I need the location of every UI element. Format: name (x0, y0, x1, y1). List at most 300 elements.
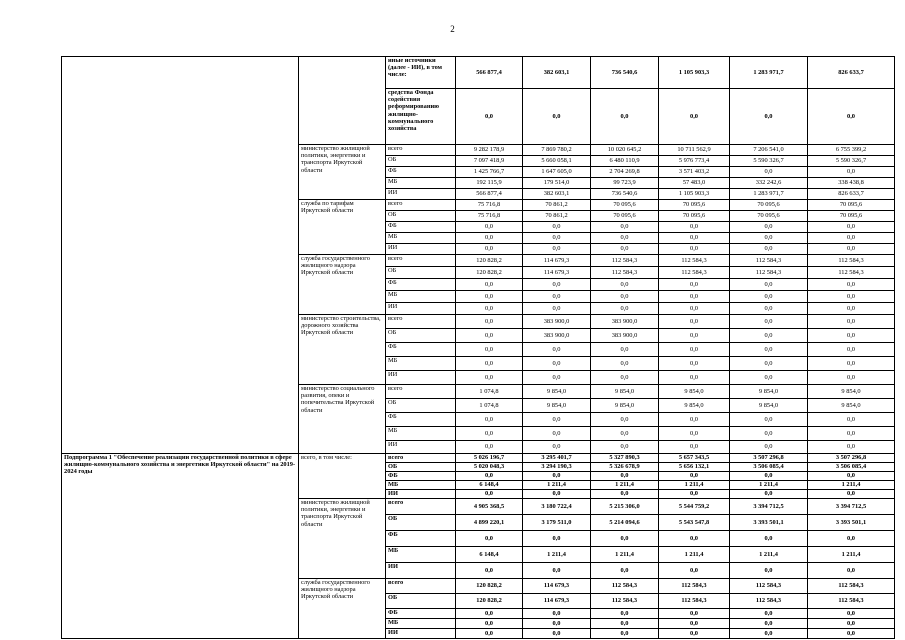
program-cell: Подпрограмма 1 "Обеспечение реализации государственной политики в сфере жилищно-коммунального хозяйства и энергетики Иркутской области" на 2019-2024 годы (62, 454, 299, 639)
value-cell: 0,0 (523, 303, 591, 315)
value-cell: 9 854,0 (808, 385, 895, 399)
value-cell: 1 647 605,0 (523, 167, 591, 178)
value-cell: 0,0 (591, 303, 659, 315)
value-cell: 0,0 (591, 413, 659, 427)
funding-source-cell: МБ (386, 427, 456, 441)
value-cell: 112 584,3 (808, 579, 895, 594)
value-cell: 0,0 (591, 609, 659, 619)
executor-cell: министерство социального развития, опеки и попечительства Иркутской области (299, 385, 386, 454)
value-cell: 0,0 (456, 357, 523, 371)
value-cell: 4 905 368,5 (456, 499, 523, 515)
value-cell: 3 506 085,4 (808, 463, 895, 472)
value-cell: 0,0 (730, 441, 808, 454)
value-cell: 0,0 (659, 441, 730, 454)
value-cell: 0,0 (591, 531, 659, 547)
value-cell: 383 900,0 (523, 315, 591, 329)
value-cell: 0,0 (456, 343, 523, 357)
value-cell: 1 211,4 (591, 481, 659, 490)
value-cell: 9 854,0 (523, 399, 591, 413)
executor-cell: всего, в том числе: (299, 454, 386, 499)
value-cell: 10 711 562,9 (659, 145, 730, 156)
value-cell: 112 584,3 (659, 579, 730, 594)
value-cell: 0,0 (808, 329, 895, 343)
value-cell: 0,0 (659, 329, 730, 343)
value-cell: 0,0 (659, 413, 730, 427)
value-cell: 112 584,3 (659, 267, 730, 279)
executor-cell: министерство строительства, дорожного хозяйства Иркутской области (299, 315, 386, 385)
value-cell: 0,0 (808, 89, 895, 145)
value-cell: 120 828,2 (456, 255, 523, 267)
executor-cell: служба по тарифам Иркутской области (299, 200, 386, 255)
value-cell: 0,0 (591, 441, 659, 454)
value-cell: 0,0 (456, 291, 523, 303)
value-cell: 0,0 (591, 222, 659, 233)
value-cell: 6 480 110,9 (591, 156, 659, 167)
value-cell: 0,0 (808, 291, 895, 303)
funding-source-cell: всего (386, 145, 456, 156)
value-cell: 120 828,2 (456, 594, 523, 609)
value-cell: 0,0 (730, 233, 808, 244)
value-cell: 1 211,4 (523, 547, 591, 563)
funding-source-cell: ИИ (386, 490, 456, 499)
funding-source-cell: ИИ (386, 303, 456, 315)
value-cell: 1 074,8 (456, 399, 523, 413)
value-cell: 6 148,4 (456, 547, 523, 563)
value-cell: 0,0 (523, 343, 591, 357)
value-cell: 0,0 (523, 279, 591, 291)
value-cell: 5 656 132,1 (659, 463, 730, 472)
value-cell: 1 211,4 (808, 481, 895, 490)
value-cell: 566 877,4 (456, 189, 523, 200)
value-cell: 0,0 (523, 357, 591, 371)
value-cell: 7 097 418,9 (456, 156, 523, 167)
value-cell: 57 483,0 (659, 178, 730, 189)
value-cell: 0,0 (730, 619, 808, 629)
value-cell: 0,0 (730, 357, 808, 371)
value-cell: 6 755 399,2 (808, 145, 895, 156)
value-cell: 5 326 678,9 (591, 463, 659, 472)
funding-source-cell: всего (386, 454, 456, 463)
value-cell: 0,0 (523, 413, 591, 427)
value-cell: 1 105 903,3 (659, 189, 730, 200)
value-cell: 1 074,8 (456, 385, 523, 399)
value-cell: 0,0 (456, 531, 523, 547)
program-cell (62, 57, 299, 454)
value-cell: 5 026 196,7 (456, 454, 523, 463)
value-cell: 0,0 (591, 244, 659, 255)
value-cell: 0,0 (659, 531, 730, 547)
value-cell: 0,0 (591, 89, 659, 145)
value-cell: 0,0 (456, 441, 523, 454)
value-cell: 114 679,3 (523, 579, 591, 594)
value-cell: 9 854,0 (808, 399, 895, 413)
value-cell: 192 115,9 (456, 178, 523, 189)
value-cell: 566 877,4 (456, 57, 523, 89)
value-cell: 0,0 (591, 371, 659, 385)
value-cell: 3 393 501,1 (808, 515, 895, 531)
value-cell: 0,0 (591, 291, 659, 303)
funding-source-cell: всего (386, 499, 456, 515)
value-cell: 1 211,4 (808, 547, 895, 563)
value-cell: 5 660 058,1 (523, 156, 591, 167)
funding-source-cell: средства Фонда содействия реформированию жилищно-коммунального хозяйства (386, 89, 456, 145)
funding-source-cell: ОБ (386, 463, 456, 472)
value-cell: 0,0 (659, 371, 730, 385)
value-cell: 0,0 (523, 490, 591, 499)
value-cell: 0,0 (808, 427, 895, 441)
value-cell: 0,0 (730, 315, 808, 329)
value-cell: 0,0 (659, 629, 730, 639)
value-cell: 0,0 (591, 343, 659, 357)
value-cell: 0,0 (808, 279, 895, 291)
value-cell: 112 584,3 (591, 267, 659, 279)
value-cell: 70 095,6 (591, 211, 659, 222)
value-cell: 0,0 (523, 563, 591, 579)
value-cell: 0,0 (730, 343, 808, 357)
value-cell: 1 211,4 (591, 547, 659, 563)
value-cell: 0,0 (456, 371, 523, 385)
funding-source-cell: МБ (386, 619, 456, 629)
value-cell: 0,0 (591, 233, 659, 244)
value-cell: 0,0 (730, 279, 808, 291)
value-cell: 0,0 (456, 222, 523, 233)
value-cell: 0,0 (456, 563, 523, 579)
value-cell: 112 584,3 (591, 594, 659, 609)
value-cell: 3 294 190,3 (523, 463, 591, 472)
value-cell: 0,0 (808, 472, 895, 481)
value-cell: 5 327 890,3 (591, 454, 659, 463)
value-cell: 0,0 (730, 329, 808, 343)
value-cell: 70 861,2 (523, 211, 591, 222)
value-cell: 0,0 (730, 303, 808, 315)
value-cell: 0,0 (456, 427, 523, 441)
value-cell: 10 020 645,2 (591, 145, 659, 156)
funding-source-cell: ИИ (386, 189, 456, 200)
funding-source-cell: ИИ (386, 244, 456, 255)
value-cell: 0,0 (730, 413, 808, 427)
value-cell: 112 584,3 (808, 255, 895, 267)
value-cell: 2 704 269,8 (591, 167, 659, 178)
value-cell: 338 438,8 (808, 178, 895, 189)
value-cell: 382 603,1 (523, 189, 591, 200)
value-cell: 0,0 (523, 89, 591, 145)
value-cell: 5 215 306,0 (591, 499, 659, 515)
funding-source-cell: ФБ (386, 472, 456, 481)
funding-source-cell: ОБ (386, 211, 456, 222)
funding-source-cell: МБ (386, 481, 456, 490)
value-cell: 0,0 (659, 222, 730, 233)
value-cell: 826 633,7 (808, 57, 895, 89)
funding-source-cell: всего (386, 385, 456, 399)
value-cell: 0,0 (659, 244, 730, 255)
value-cell: 0,0 (808, 244, 895, 255)
value-cell: 5 544 759,2 (659, 499, 730, 515)
funding-source-cell: ОБ (386, 515, 456, 531)
value-cell: 0,0 (808, 531, 895, 547)
funding-source-cell: ОБ (386, 156, 456, 167)
funding-source-cell: МБ (386, 233, 456, 244)
value-cell: 3 394 712,5 (808, 499, 895, 515)
value-cell: 736 540,6 (591, 57, 659, 89)
value-cell: 9 282 178,9 (456, 145, 523, 156)
value-cell: 5 976 773,4 (659, 156, 730, 167)
value-cell: 5 657 343,5 (659, 454, 730, 463)
funding-source-cell: ФБ (386, 413, 456, 427)
value-cell: 0,0 (808, 167, 895, 178)
value-cell: 0,0 (730, 244, 808, 255)
value-cell: 0,0 (523, 291, 591, 303)
value-cell: 70 861,2 (523, 200, 591, 211)
value-cell: 70 095,6 (730, 211, 808, 222)
value-cell: 0,0 (730, 427, 808, 441)
value-cell: 0,0 (456, 413, 523, 427)
value-cell: 0,0 (808, 222, 895, 233)
value-cell: 0,0 (808, 315, 895, 329)
value-cell: 1 211,4 (730, 547, 808, 563)
value-cell: 0,0 (659, 563, 730, 579)
value-cell: 9 854,0 (659, 399, 730, 413)
value-cell: 0,0 (456, 629, 523, 639)
value-cell: 3 393 501,1 (730, 515, 808, 531)
table-row (62, 57, 895, 89)
value-cell: 6 148,4 (456, 481, 523, 490)
value-cell: 0,0 (730, 531, 808, 547)
value-cell: 1 211,4 (523, 481, 591, 490)
value-cell: 0,0 (591, 629, 659, 639)
value-cell: 112 584,3 (730, 594, 808, 609)
value-cell: 3 507 296,8 (808, 454, 895, 463)
value-cell: 70 095,6 (659, 200, 730, 211)
value-cell: 0,0 (591, 472, 659, 481)
value-cell: 70 095,6 (591, 200, 659, 211)
funding-source-cell: ФБ (386, 222, 456, 233)
value-cell: 5 543 547,8 (659, 515, 730, 531)
value-cell: 5 590 326,7 (808, 156, 895, 167)
value-cell: 0,0 (808, 563, 895, 579)
value-cell: 120 828,2 (456, 267, 523, 279)
value-cell: 3 295 401,7 (523, 454, 591, 463)
value-cell: 0,0 (808, 619, 895, 629)
value-cell: 9 854,0 (591, 399, 659, 413)
value-cell: 0,0 (808, 413, 895, 427)
value-cell: 0,0 (456, 329, 523, 343)
value-cell: 1 283 971,7 (730, 189, 808, 200)
value-cell: 0,0 (659, 609, 730, 619)
value-cell: 70 095,6 (808, 211, 895, 222)
value-cell: 1 283 971,7 (730, 57, 808, 89)
funding-source-cell: всего (386, 200, 456, 211)
value-cell: 0,0 (659, 303, 730, 315)
value-cell: 0,0 (523, 371, 591, 385)
funding-source-cell: МБ (386, 178, 456, 189)
executor-cell (299, 57, 386, 145)
value-cell: 0,0 (456, 233, 523, 244)
value-cell: 112 584,3 (591, 579, 659, 594)
value-cell: 5 590 326,7 (730, 156, 808, 167)
executor-cell: министерство жилищной политики, энергетики и транспорта Иркутской области (299, 145, 386, 200)
value-cell: 9 854,0 (730, 399, 808, 413)
value-cell: 1 105 903,3 (659, 57, 730, 89)
value-cell: 112 584,3 (808, 594, 895, 609)
funding-source-cell: ИИ (386, 371, 456, 385)
value-cell: 0,0 (523, 441, 591, 454)
value-cell: 0,0 (456, 303, 523, 315)
value-cell: 4 899 220,1 (456, 515, 523, 531)
value-cell: 826 633,7 (808, 189, 895, 200)
value-cell: 0,0 (808, 371, 895, 385)
funding-source-cell: МБ (386, 291, 456, 303)
funding-source-cell: ФБ (386, 609, 456, 619)
value-cell: 3 179 511,0 (523, 515, 591, 531)
value-cell: 0,0 (456, 315, 523, 329)
value-cell: 0,0 (591, 490, 659, 499)
value-cell: 0,0 (808, 441, 895, 454)
value-cell: 0,0 (523, 427, 591, 441)
value-cell: 383 900,0 (523, 329, 591, 343)
value-cell: 0,0 (523, 609, 591, 619)
value-cell: 3 507 296,8 (730, 454, 808, 463)
value-cell: 0,0 (456, 619, 523, 629)
value-cell: 0,0 (523, 233, 591, 244)
value-cell: 0,0 (523, 472, 591, 481)
value-cell: 120 828,2 (456, 579, 523, 594)
funding-source-cell: иные источники (далее - ИИ), в том числе: (386, 57, 456, 89)
value-cell: 0,0 (659, 315, 730, 329)
value-cell: 3 394 712,5 (730, 499, 808, 515)
funding-source-cell: всего (386, 315, 456, 329)
funding-source-cell: МБ (386, 357, 456, 371)
value-cell: 0,0 (523, 619, 591, 629)
value-cell: 0,0 (456, 472, 523, 481)
value-cell: 0,0 (659, 279, 730, 291)
value-cell: 114 679,3 (523, 267, 591, 279)
value-cell: 9 854,0 (591, 385, 659, 399)
value-cell: 0,0 (730, 563, 808, 579)
value-cell: 0,0 (808, 233, 895, 244)
funding-source-cell: ОБ (386, 594, 456, 609)
value-cell: 0,0 (523, 531, 591, 547)
value-cell: 3 506 085,4 (730, 463, 808, 472)
value-cell: 99 723,9 (591, 178, 659, 189)
funding-source-cell: всего (386, 579, 456, 594)
value-cell: 0,0 (591, 563, 659, 579)
funding-source-cell: ФБ (386, 167, 456, 178)
funding-source-cell: МБ (386, 547, 456, 563)
value-cell: 112 584,3 (730, 579, 808, 594)
value-cell: 75 716,8 (456, 200, 523, 211)
value-cell: 0,0 (730, 291, 808, 303)
value-cell: 112 584,3 (730, 255, 808, 267)
value-cell: 1 211,4 (659, 481, 730, 490)
value-cell: 112 584,3 (808, 267, 895, 279)
value-cell: 0,0 (659, 357, 730, 371)
value-cell: 0,0 (456, 279, 523, 291)
budget-table (61, 56, 895, 639)
value-cell: 5 214 094,6 (591, 515, 659, 531)
value-cell: 112 584,3 (659, 255, 730, 267)
value-cell: 0,0 (730, 609, 808, 619)
value-cell: 0,0 (659, 343, 730, 357)
executor-cell: министерство жилищной политики, энергетики и транспорта Иркутской области (299, 499, 386, 579)
value-cell: 114 679,3 (523, 594, 591, 609)
value-cell: 0,0 (730, 89, 808, 145)
funding-source-cell: ОБ (386, 399, 456, 413)
value-cell: 0,0 (523, 629, 591, 639)
value-cell: 0,0 (808, 343, 895, 357)
funding-source-cell: ФБ (386, 531, 456, 547)
value-cell: 0,0 (591, 279, 659, 291)
value-cell: 0,0 (730, 222, 808, 233)
value-cell: 0,0 (659, 427, 730, 441)
value-cell: 9 854,0 (730, 385, 808, 399)
value-cell: 0,0 (808, 609, 895, 619)
page-number: 2 (450, 24, 455, 34)
value-cell: 9 854,0 (659, 385, 730, 399)
executor-cell: служба государственного жилищного надзора Иркутской области (299, 579, 386, 639)
value-cell: 383 900,0 (591, 329, 659, 343)
value-cell: 7 206 541,0 (730, 145, 808, 156)
value-cell: 3 180 722,4 (523, 499, 591, 515)
value-cell: 70 095,6 (808, 200, 895, 211)
value-cell: 112 584,3 (591, 255, 659, 267)
value-cell: 0,0 (659, 89, 730, 145)
value-cell: 70 095,6 (659, 211, 730, 222)
value-cell: 383 900,0 (591, 315, 659, 329)
value-cell: 0,0 (730, 490, 808, 499)
value-cell: 0,0 (456, 244, 523, 255)
value-cell: 0,0 (808, 629, 895, 639)
funding-source-cell: ИИ (386, 563, 456, 579)
executor-cell: служба государственного жилищного надзора Иркутской области (299, 255, 386, 315)
funding-source-cell: ОБ (386, 267, 456, 279)
value-cell: 0,0 (523, 222, 591, 233)
value-cell: 0,0 (659, 233, 730, 244)
value-cell: 114 679,3 (523, 255, 591, 267)
value-cell: 0,0 (456, 89, 523, 145)
funding-source-cell: ИИ (386, 629, 456, 639)
value-cell: 0,0 (730, 629, 808, 639)
value-cell: 1 211,4 (730, 481, 808, 490)
value-cell: 736 540,6 (591, 189, 659, 200)
value-cell: 0,0 (730, 371, 808, 385)
value-cell: 9 854,0 (523, 385, 591, 399)
value-cell: 0,0 (659, 472, 730, 481)
value-cell: 382 603,1 (523, 57, 591, 89)
value-cell: 70 095,6 (730, 200, 808, 211)
funding-source-cell: ОБ (386, 329, 456, 343)
value-cell: 0,0 (659, 490, 730, 499)
value-cell: 75 716,8 (456, 211, 523, 222)
funding-source-cell: всего (386, 255, 456, 267)
value-cell: 0,0 (730, 472, 808, 481)
value-cell: 0,0 (591, 619, 659, 629)
value-cell: 179 514,0 (523, 178, 591, 189)
funding-source-cell: ИИ (386, 441, 456, 454)
value-cell: 0,0 (659, 619, 730, 629)
value-cell: 1 425 766,7 (456, 167, 523, 178)
funding-source-cell: ФБ (386, 279, 456, 291)
value-cell: 0,0 (808, 490, 895, 499)
value-cell: 5 020 048,3 (456, 463, 523, 472)
value-cell: 0,0 (591, 427, 659, 441)
value-cell: 0,0 (523, 244, 591, 255)
value-cell: 0,0 (808, 357, 895, 371)
value-cell: 0,0 (456, 490, 523, 499)
value-cell: 0,0 (808, 303, 895, 315)
value-cell: 112 584,3 (730, 267, 808, 279)
value-cell: 112 584,3 (659, 594, 730, 609)
value-cell: 7 869 780,2 (523, 145, 591, 156)
